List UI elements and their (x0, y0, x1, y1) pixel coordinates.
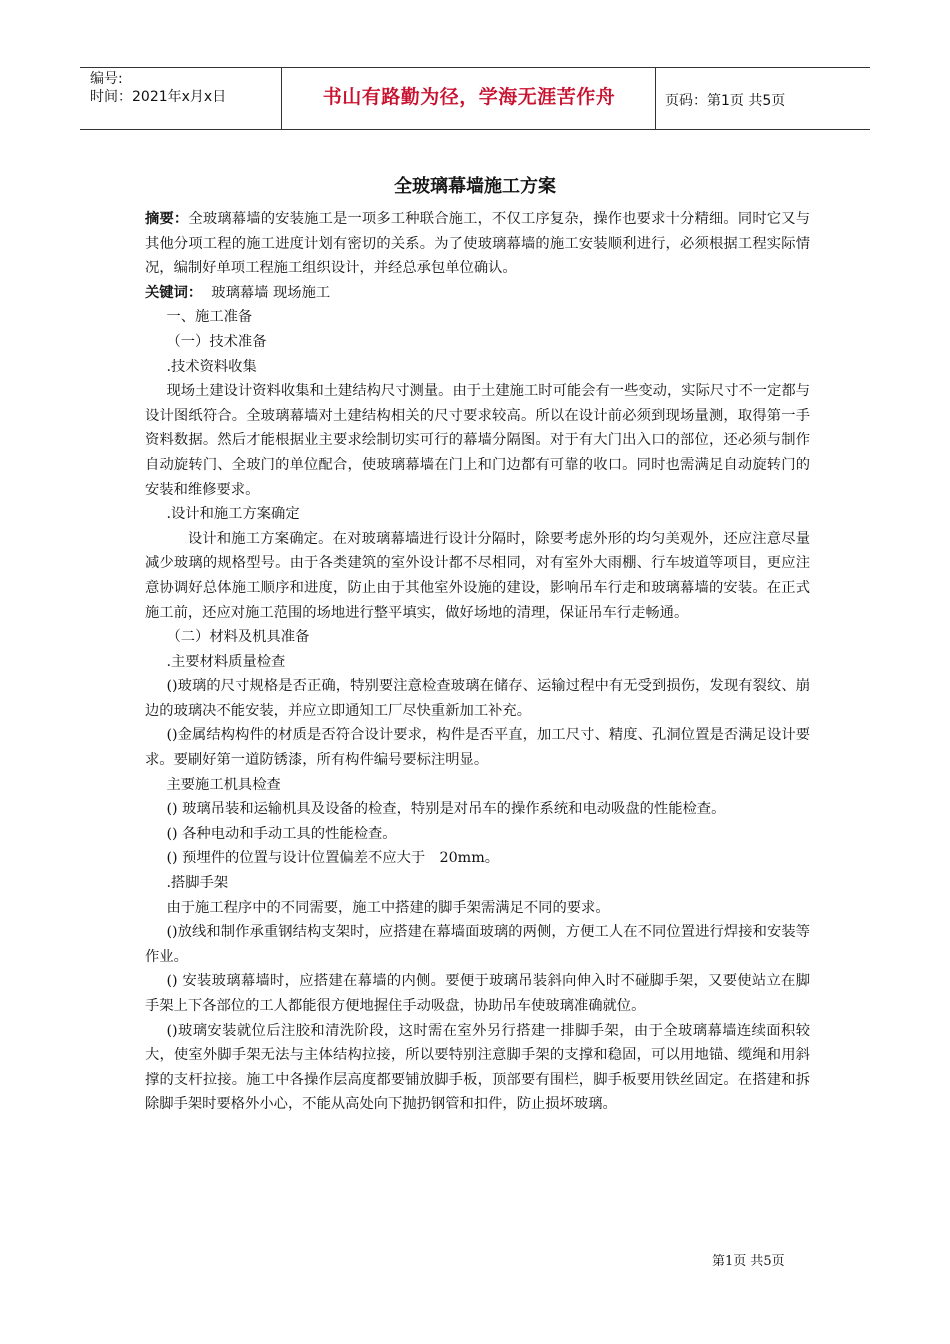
header-divider-right (655, 67, 656, 129)
paragraph: () 玻璃吊装和运输机具及设备的检查，特别是对吊车的操作系统和电动吸盘的性能检查。 (166, 801, 726, 818)
subsection-heading: （二）材料及机具准备 (166, 629, 310, 646)
header-meta (90, 70, 226, 106)
paragraph: () 各种电动和手动工具的性能检查。 (166, 825, 397, 842)
paragraph: ()金属结构构件的材质是否符合设计要求，构件是否平直，加工尺寸、精度、孔洞位置是否满足设计要求。要刷好第一道防锈漆，所有构件编号要标注明显。 (145, 727, 810, 769)
page-footer: 第1页 共5页 (712, 1254, 785, 1269)
header-top-rule (80, 67, 870, 68)
item-heading: .主要材料质量检查 (166, 653, 286, 670)
section-heading: 一、施工准备 (166, 309, 253, 326)
keywords (145, 281, 810, 306)
item-heading: 主要施工机具检查 (166, 776, 281, 793)
paragraph: 设计和施工方案确定。在对玻璃幕墙进行设计分隔时，除要考虑外形的均匀美观外，还应注意尽量减少玻璃的规格型号。由于各类建筑的室外设计都不尽相同，对有室外大雨棚、行车坡道等项目，更应注意协调好总体施工顺序和进度，防止由于其他室外设施的建设，影响吊车行走和玻璃幕墙的安装。在正式施工前，还应对施工范围的场地进行整平填实，做好场地的清理，保证吊车行走畅通。 (145, 530, 810, 621)
abstract-text: 全玻璃幕墙的安装施工是一项多工种联合施工，不仅工序复杂，操作也要求十分精细。同时它又与其他分项工程的施工进度计划有密切的关系。为了使玻璃幕墙的施工安装顺利进行，必须根据工程实际情况，编制好单项工程施工组织设计，并经总承包单位确认。 (145, 211, 811, 277)
paragraph: 由于施工程序中的不同需要，施工中搭建的脚手架需满足不同的要求。 (166, 899, 610, 916)
paragraph: ()放线和制作承重钢结构支架时，应搭建在幕墙面玻璃的两侧，方便工人在不同位置进行焊接和安装等作业。 (145, 924, 810, 965)
paragraph: () 预埋件的位置与设计位置偏差不应大于 20mm。 (166, 850, 500, 867)
subsection-heading: （一）技术准备 (166, 333, 267, 350)
item-heading: .技术资料收集 (166, 358, 257, 375)
header-motto: 书山有路勤为径，学海无涯苦作舟 (322, 86, 616, 108)
keywords-text: 玻璃幕墙 现场施工 (211, 284, 331, 301)
item-heading: .搭脚手架 (166, 875, 229, 892)
paragraph: ()玻璃的尺寸规格是否正确，特别要注意检查玻璃在储存、运输过程中有无受到损伤，发现有裂纹、崩边的玻璃决不能安装，并应立即通知工厂尽快重新加工补充。 (145, 678, 810, 719)
paragraph: 现场土建设计资料收集和土建结构尺寸测量。由于土建施工时可能会有一些变动，实际尺寸不一定都与设计图纸符合。全玻璃幕墙对土建结构相关的尺寸要求较高。所以在设计前必须到现场量测，取得第一手资料数据。然后才能根据业主要求绘制切实可行的幕墙分隔图。对于有大门出入口的部位，还必须与制作自动旋转门、全玻门的单位配合，使玻璃幕墙在门上和门边都有可靠的收口。同时也需满足自动旋转门的安装和维修要求。 (145, 383, 810, 498)
header-page-info: 页码：第1页 共5页 (665, 93, 786, 109)
document-body (145, 207, 810, 1117)
paragraph: () 安装玻璃幕墙时，应搭建在幕墙的内侧。要便于玻璃吊装斜向伸入时不碰脚手架，又要使站立在脚手架上下各部位的工人都能很方便地握住手动吸盘，协助吊车使玻璃准确就位。 (145, 973, 810, 1014)
paragraph: ()玻璃安装就位后注胶和清洗阶段，这时需在室外另行搭建一排脚手架，由于全玻璃幕墙连续面积较大，使室外脚手架无法与主体结构拉接，所以要特别注意脚手架的支撑和稳固，可以用地锚、缆绳和用斜撑的支杆拉接。施工中各操作层高度都要铺放脚手板，顶部要有围栏，脚手板要用铁丝固定。在搭建和拆除脚手架时要格外小心，不能从高处向下抛扔钢管和扣件，防止损坏玻璃。 (145, 1022, 810, 1113)
document-title: 全玻璃幕墙施工方案 (394, 176, 556, 197)
header-bottom-rule (80, 129, 870, 130)
header-divider-left (281, 67, 282, 129)
abstract (145, 207, 810, 281)
abstract-label: 摘要： (145, 211, 189, 227)
keywords-label: 关键词： (145, 284, 203, 301)
doc-date: 时间：2021年x月x日 (90, 89, 227, 105)
item-heading: .设计和施工方案确定 (166, 506, 300, 523)
doc-number-label: 编号: (90, 71, 123, 87)
